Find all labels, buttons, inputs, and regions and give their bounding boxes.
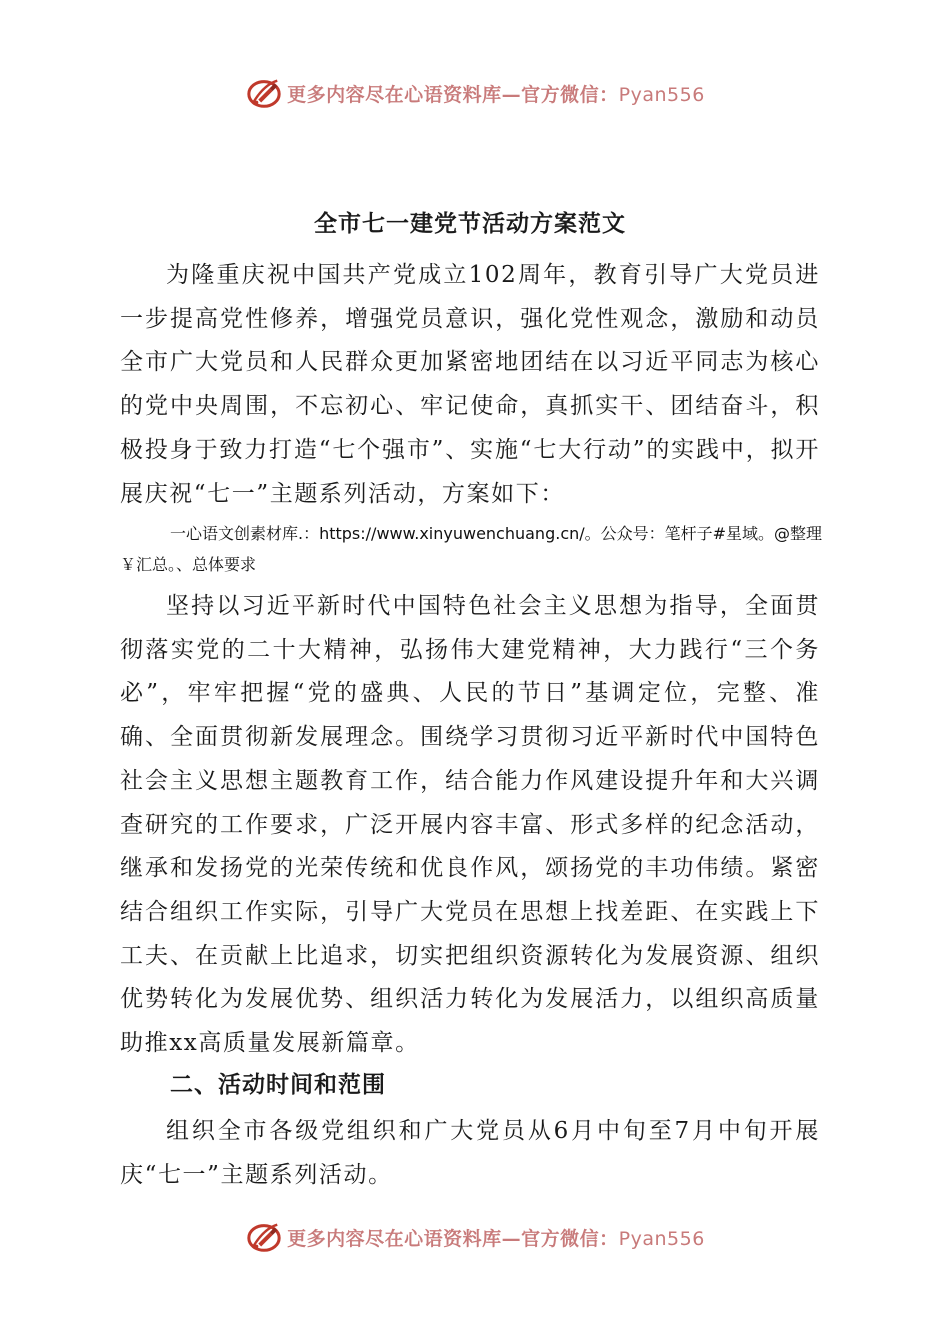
section2-heading: 二、活动时间和范围 — [170, 1071, 386, 1098]
header-watermark-banner — [0, 73, 950, 113]
header-banner-text: 更多内容尽在心语资料库—官方微信：Pyan556 — [287, 83, 705, 106]
document-title: 全市七一建党节活动方案范文 — [314, 210, 626, 237]
section2-paragraph: 组织全市各级党组织和广大党员从6月中旬至7月中旬开展庆“七一”主题系列活动。 — [120, 1118, 820, 1188]
footer-watermark-banner — [0, 1217, 950, 1257]
pen-swirl-logo-icon — [245, 1219, 283, 1255]
footer-banner-text: 更多内容尽在心语资料库—官方微信：Pyan556 — [287, 1227, 705, 1250]
intro-paragraph: 为隆重庆祝中国共产党成立102周年，教育引导广大党员进一步提高党性修养，增强党员意识，强化党性观念，激励和动员全市广大党员和人民群众更加紧密地团结在以习近平同志为核心的党中央周围，不忘初心、牢记使命，真抓实干、团结奋斗，积极投身于致力打造“七个强市”、实施“七大行动”的实践中，拟开展庆祝“七一”主题系列活动，方案如下： — [120, 262, 820, 507]
pen-swirl-logo-icon — [245, 75, 283, 111]
inserted-source-note: 一心语文创素材库.：https://www.xinyuwenchuang.cn/。公众号：笔杆子#星域。@整理￥汇总。、总体要求 — [120, 524, 823, 574]
section1-paragraph: 坚持以习近平新时代中国特色社会主义思想为指导，全面贯彻落实党的二十大精神，弘扬伟大建党精神，大力践行“三个务必”，牢牢把握“党的盛典、人民的节日”基调定位，完整、准确、全面贯彻新发展理念。围绕学习贯彻习近平新时代中国特色社会主义思想主题教育工作，结合能力作风建设提升年和大兴调查研究的工作要求，广泛开展内容丰富、形式多样的纪念活动，继承和发扬党的光荣传统和优良作风，颂扬党的丰功伟绩。紧密结合组织工作实际，引导广大党员在思想上找差距、在实践上下工夫、在贡献上比追求，切实把组织资源转化为发展资源、组织优势转化为发展优势、组织活力转化为发展活力，以组织高质量助推xx高质量发展新篇章。 — [120, 593, 820, 1057]
